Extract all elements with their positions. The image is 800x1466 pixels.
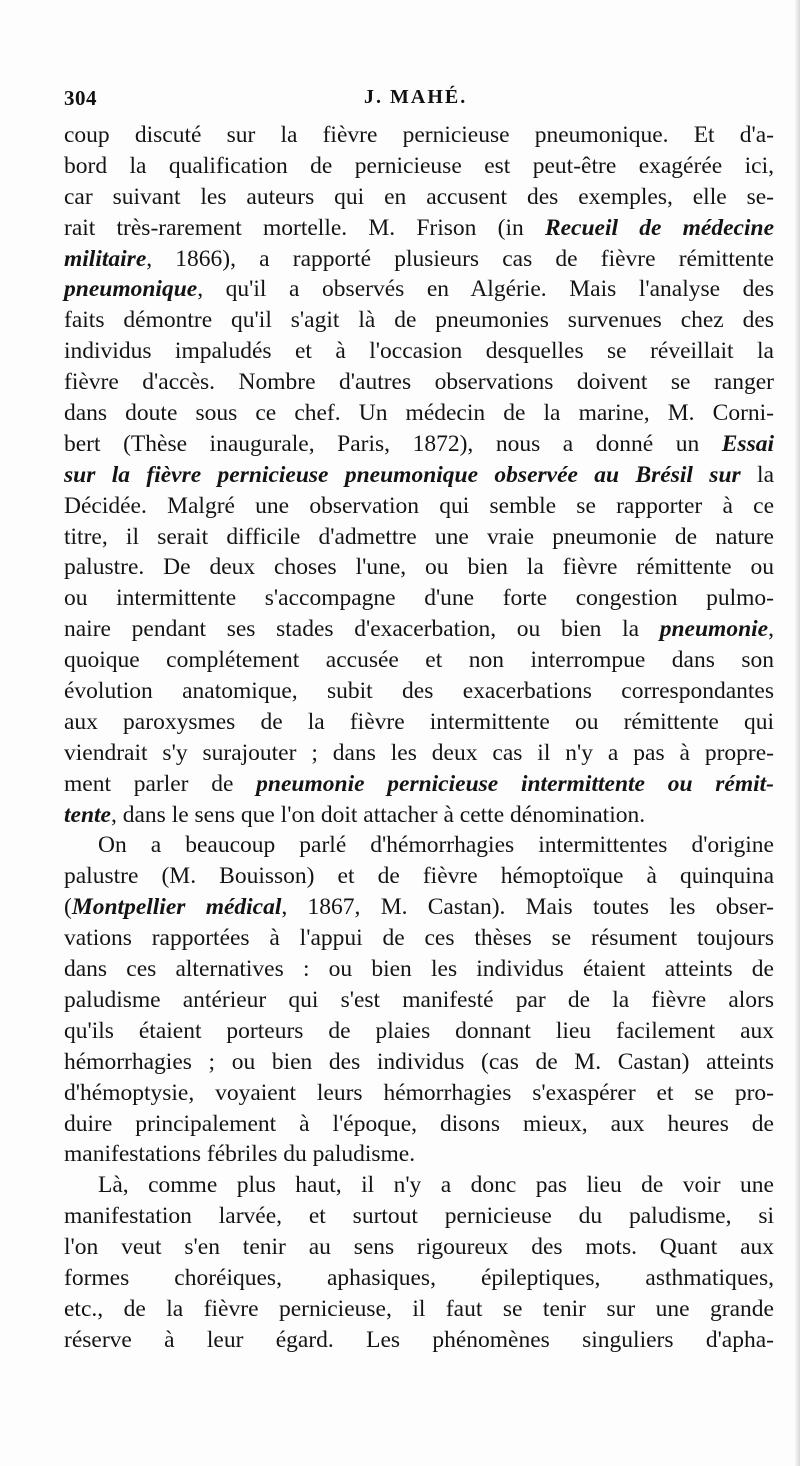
text-line: viendrait s'y surajouter ; dans les deux cas il n'y a pas à propre-: [64, 739, 774, 766]
text-line: quoique complétement accusée et non interrompue dans son: [64, 647, 774, 674]
text-line: (Montpellier médical, 1867, M. Castan). Mais toutes les obser-: [64, 894, 774, 921]
text-line: Décidée. Malgré une observation qui semble se rapporter à ce: [64, 492, 774, 519]
text-line: dans doute sous ce chef. Un médecin de la marine, M. Corni-: [64, 400, 774, 427]
text-line: d'hémoptysie, voyaient leurs hémorrhagies s'exaspérer et se pro-: [64, 1079, 774, 1106]
text-line: pneumonique, qu'il a observés en Algérie. Mais l'analyse des: [64, 276, 774, 303]
page-number: 304: [64, 86, 97, 110]
text-line: l'on veut s'en tenir au sens rigoureux des mots. Quant aux: [64, 1234, 774, 1261]
text-line: manifestation larvée, et surtout pernicieuse du paludisme, si: [64, 1203, 774, 1230]
text-line: tente, dans le sens que l'on doit attacher à cette dénomination.: [64, 801, 646, 828]
text-line: sur la fièvre pernicieuse pneumonique observée au Brésil sur la: [64, 461, 774, 488]
text-line: formes choréiques, aphasiques, épileptiques, asthmatiques,: [64, 1264, 774, 1291]
text-line: palustre (M. Bouisson) et de fièvre hémoptoïque à quinquina: [64, 863, 774, 890]
text-line: duire principalement à l'époque, disons mieux, aux heures de: [64, 1110, 774, 1137]
text-line: car suivant les auteurs qui en accusent des exemples, elle se-: [64, 183, 774, 210]
text-line: aux paroxysmes de la fièvre intermittente ou rémittente qui: [64, 708, 774, 735]
text-line: ou intermittente s'accompagne d'une forte congestion pulmo-: [64, 585, 774, 612]
text-line: réserve à leur égard. Les phénomènes singuliers d'apha-: [64, 1326, 774, 1353]
page-edge-shadow: [794, 0, 800, 1466]
text-line: naire pendant ses stades d'exacerbation, ou bien la pneumonie,: [64, 616, 774, 643]
running-head-author: J. MAHÉ.: [364, 86, 468, 108]
text-line: On a beaucoup parlé d'hémorrhagies intermittentes d'origine: [98, 832, 774, 859]
text-line: individus impaludés et à l'occasion desquelles se réveillait la: [64, 338, 774, 365]
text-line: évolution anatomique, subit des exacerbations correspondantes: [64, 678, 774, 705]
text-line: fièvre d'accès. Nombre d'autres observations doivent se ranger: [64, 369, 774, 396]
text-line: etc., de la fièvre pernicieuse, il faut se tenir sur une grande: [64, 1295, 774, 1322]
text-line: Là, comme plus haut, il n'y a donc pas lieu de voir une: [98, 1172, 774, 1199]
text-line: dans ces alternatives : ou bien les individus étaient atteints de: [64, 956, 774, 983]
text-line: titre, il serait difficile d'admettre une vraie pneumonie de nature: [64, 523, 774, 550]
text-line: bord la qualification de pernicieuse est peut-être exagérée ici,: [64, 152, 774, 179]
text-line: qu'ils étaient porteurs de plaies donnant lieu facilement aux: [64, 1017, 774, 1044]
text-line: militaire, 1866), a rapporté plusieurs cas de fièvre rémittente: [64, 245, 774, 272]
text-line: vations rapportées à l'appui de ces thèses se résument toujours: [64, 925, 774, 952]
text-line: ment parler de pneumonie pernicieuse intermittente ou rémit-: [64, 770, 774, 797]
text-line: rait très-rarement mortelle. M. Frison (in Recueil de médecine: [64, 214, 774, 241]
text-line: coup discuté sur la fièvre pernicieuse pneumonique. Et d'a-: [64, 122, 774, 148]
text-line: bert (Thèse inaugurale, Paris, 1872), nous a donné un Essai: [64, 430, 774, 457]
text-line: palustre. De deux choses l'une, ou bien la fièvre rémittente ou: [64, 554, 774, 581]
text-line: manifestations fébriles du paludisme.: [64, 1141, 416, 1168]
text-line: faits démontre qu'il s'agit là de pneumonies survenues chez des: [64, 307, 774, 334]
running-head: [64, 86, 774, 116]
text-line: hémorrhagies ; ou bien des individus (cas de M. Castan) atteints: [64, 1048, 774, 1075]
text-line: paludisme antérieur qui s'est manifesté par de la fièvre alors: [64, 986, 774, 1013]
body-text: [64, 120, 774, 1356]
